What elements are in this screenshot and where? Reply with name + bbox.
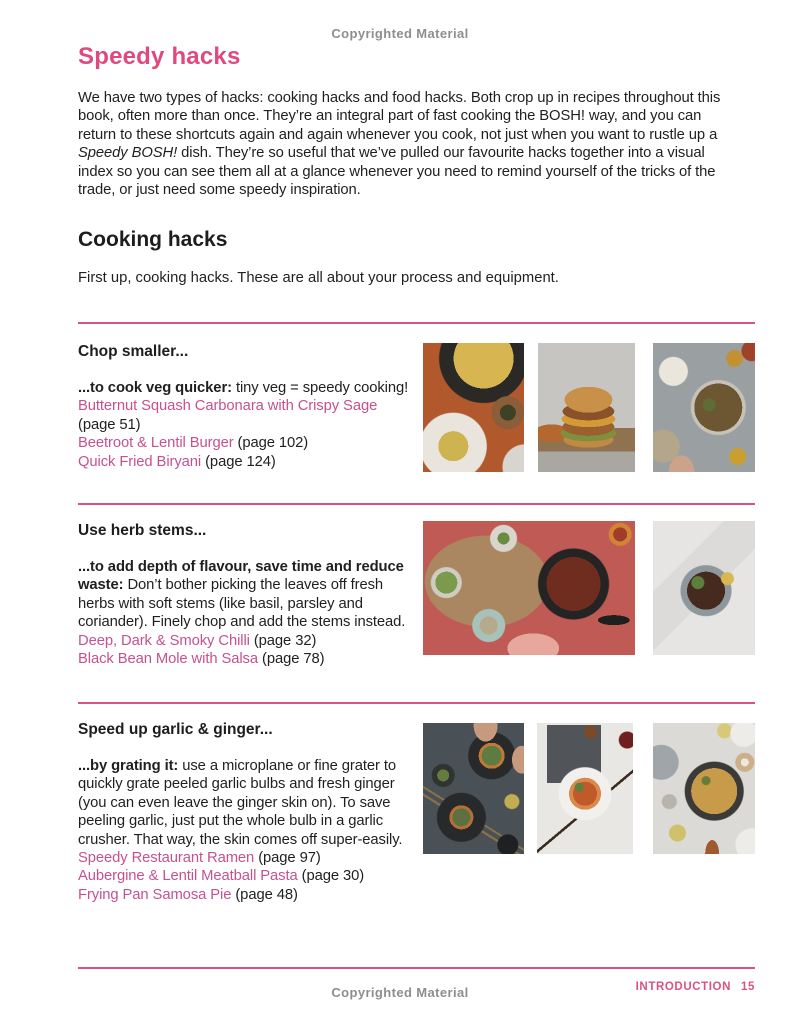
cooking-hacks-title: Cooking hacks — [78, 228, 228, 251]
photo-samosa-pie-pan — [653, 723, 755, 854]
copyright-notice-bottom: Copyrighted Material — [331, 985, 469, 1000]
recipe-name: Black Bean Mole with Salsa — [78, 651, 258, 668]
photo-pasta-carbonara-overhead — [423, 343, 524, 472]
recipe-line — [78, 434, 412, 452]
recipe-line — [78, 867, 412, 885]
hack-tip-text: use a microplane or fine grater to quickly grate peeled garlic bulbs and fresh ginger (you can even leave the ginger skin on). To save peeling garlic, just put the whole bulb in a garlic crusher. That way, the skin comes off super-easily. — [78, 758, 403, 848]
recipe-name: Frying Pan Samosa Pie — [78, 886, 232, 903]
recipe-line — [78, 453, 412, 471]
hack-body-garlic-ginger — [78, 757, 412, 904]
footer-divider — [78, 967, 755, 969]
recipe-line — [78, 849, 412, 867]
recipe-line — [78, 886, 412, 904]
hack-tip-text: tiny veg = speedy cooking! — [231, 380, 409, 396]
photo-biryani-bowl-overhead — [653, 343, 755, 472]
hack-tip-lead: ...by grating it: — [78, 758, 179, 774]
cooking-hacks-subtitle: First up, cooking hacks. These are all about your process and equipment. — [78, 270, 559, 286]
intro-text-1: We have two types of hacks: cooking hacks and food hacks. Both crop up in recipes throughout this book, often more than once. They’re an integral part of fast cooking the BOSH! way, and you can return to these shortcuts again and again whenever you cook, not just when you want to rustle up a — [78, 90, 721, 143]
hack-tip-lead: ...to cook veg quicker: — [78, 380, 232, 396]
section-divider — [78, 702, 755, 704]
section-divider — [78, 503, 755, 505]
recipe-name: Deep, Dark & Smoky Chilli — [78, 632, 250, 649]
hack-body-chop-smaller — [78, 379, 412, 471]
recipe-name: Aubergine & Lentil Meatball Pasta — [78, 868, 298, 885]
section-divider — [78, 322, 755, 324]
recipe-line — [78, 650, 412, 668]
recipe-page-ref: (page 124) — [205, 453, 276, 470]
recipe-name: Butternut Squash Carbonara with Crispy Sage — [78, 398, 378, 415]
photo-ramen-bowls-dark — [423, 723, 524, 854]
intro-text-2: dish. They’re so useful that we’ve pulled our favourite hacks together into a visual index so you can see them all at a glance whenever you need to remind yourself of the tricks of the trade, or just need some speedy inspiration. — [78, 145, 716, 199]
recipe-page-ref: (page 102) — [237, 435, 309, 452]
recipe-name: Quick Fried Biryani — [78, 453, 202, 470]
page-title: Speedy hacks — [78, 43, 241, 70]
hack-heading-herb-stems: Use herb stems... — [78, 522, 207, 539]
hack-tip-text: Don’t bother picking the leaves off fresh herbs with soft stems (like basil, parsley and coriander). Finely chop and add the stems instead. — [78, 577, 406, 631]
intro-text-italic: Speedy BOSH! — [78, 145, 178, 162]
recipe-page-ref: (page 51) — [78, 416, 141, 433]
recipe-name: Speedy Restaurant Ramen — [78, 850, 255, 867]
footer-section-label: INTRODUCTION — [635, 981, 731, 993]
recipe-line — [78, 632, 412, 650]
recipe-page-ref: (page 48) — [235, 886, 298, 903]
hack-body-herb-stems — [78, 558, 412, 668]
hack-heading-garlic-ginger: Speed up garlic & ginger... — [78, 721, 273, 738]
intro-paragraph — [78, 89, 734, 199]
copyright-notice-top: Copyrighted Material — [331, 26, 469, 41]
photo-meatball-pasta-bowl — [537, 723, 633, 854]
hack-tip-lead: ...to add depth of flavour, save time and reduce waste: — [78, 559, 404, 594]
recipe-line — [78, 397, 412, 434]
recipe-page-ref: (page 30) — [301, 868, 365, 885]
recipe-page-ref: (page 78) — [262, 651, 325, 668]
photo-chilli-skillet-spread — [423, 521, 635, 655]
photo-stacked-burger — [538, 343, 635, 472]
recipe-name: Beetroot & Lentil Burger — [78, 435, 234, 452]
footer-page-number: 15 — [741, 981, 755, 993]
hack-heading-chop-smaller: Chop smaller... — [78, 343, 189, 360]
recipe-page-ref: (page 97) — [258, 850, 321, 867]
photo-mole-bowl-marble — [653, 521, 755, 655]
recipe-page-ref: (page 32) — [253, 632, 317, 649]
